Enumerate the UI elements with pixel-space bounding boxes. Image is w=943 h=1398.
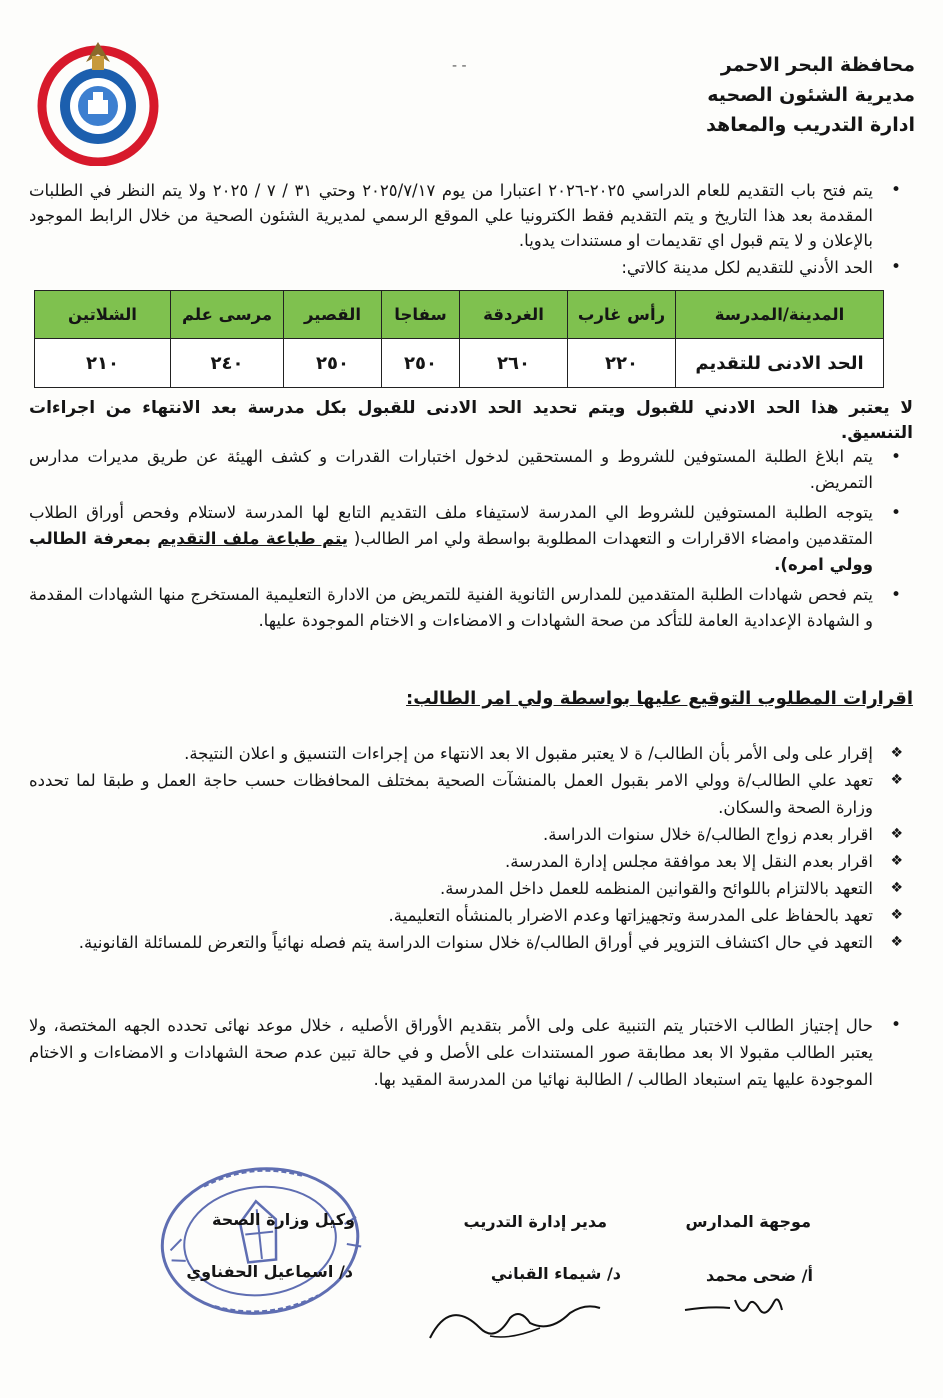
declaration-item: ❖ التعهد في حال اكتشاف التزوير في أوراق الطالب/ة خلال سنوات الدراسة يتم فصله نهائياً والتعرض للمسائلة القانونية.: [29, 929, 913, 956]
table-cell: ٢٥٠: [284, 339, 382, 388]
print-file-emphasis-tail: بمعرفة الطالب وولي امره).: [29, 529, 873, 574]
declaration-item: ❖ التعهد بالالتزام باللوائح والقوانين المنظمه للعمل داخل المدرسة.: [29, 875, 913, 902]
directorate-name: مديرية الشئون الصحيه: [707, 84, 915, 106]
signature-schools-supervisor-name: أ/ ضحى محمد: [705, 1266, 813, 1285]
declarations-heading: [29, 686, 913, 711]
declaration-item: ❖ تعهد بالحفاظ على المدرسة وتجهيزاتها وعدم الاضرار بالمنشأه التعليمية.: [29, 902, 913, 929]
table-row: [35, 339, 884, 388]
intro-paragraph-2: • الحد الأدني للتقديم لكل مدينة كالاتي:: [29, 255, 913, 280]
signature-training-director-title: مدير إدارة التدريب: [463, 1212, 607, 1231]
header-marks: - -: [452, 58, 467, 74]
handwritten-signature: [680, 1288, 790, 1328]
process-bullet-2: [29, 500, 913, 578]
governorate-name: محافظة البحر الاحمر: [720, 54, 915, 76]
signature-deputy-minister-name: د/ اسماعيل الحفناوي: [186, 1262, 353, 1281]
handwritten-signature: [420, 1288, 620, 1348]
signature-deputy-minister-title: وكيل وزارة الصحة: [212, 1210, 355, 1229]
table-header-row: [35, 291, 884, 339]
process-bullet-2-text: يتوجه الطلبة المستوفين للشروط الي المدرسة لاستيفاء ملف التقديم التابع لها المدرسة لاستلام وفحص أوراق الطلاب المتقدمين وامضاء الاقرارات و التعهدات المطلوبة بواسطة ولي امر الطالب(: [29, 503, 873, 548]
process-bullet-1: • يتم ابلاغ الطلبة المستوفين للشروط و المستحقين لدخول اختبارات القدرات و كشف الهيئة عن طريق مديرات مدارس التمريض.: [29, 444, 913, 496]
final-section: [29, 1012, 913, 1093]
minimum-note: لا يعتبر هذا الحد الادني للقبول ويتم تحديد الحد الادنى للقبول بكل مدرسة بعد الانتهاء من اجراءات التنسيق.: [29, 398, 913, 443]
table-cell: ٢٥٠: [382, 339, 460, 388]
table-header-cell: سفاجا: [382, 291, 460, 339]
intro-paragraph-1: • يتم فتح باب التقديم للعام الدراسي ٢٠٢٥-٢٠٢٦ اعتبارا من يوم ٢٠٢٥/٧/١٧ وحتي ٣١ / ٧ / ٢٠٢٥ ولا يتم النظر في الطلبات المقدمة بعد هذا التاريخ و يتم التقديم فقط الكترونيا علي الموقع الرسمي لمديرية الشئون الصحية من خلال الرابط الموجود بالإعلان و لا يتم قبول اي تقديمات او مستندات يدويا.: [29, 178, 913, 253]
document-header: [535, 50, 915, 140]
table-cell: ٢٤٠: [171, 339, 284, 388]
table-header-cell: مرسى علم: [171, 291, 284, 339]
table-cell: ٢١٠: [35, 339, 171, 388]
table-header-cell: الغردقة: [460, 291, 568, 339]
declaration-item: ❖ اقرار بعدم زواج الطالب/ة خلال سنوات الدراسة.: [29, 821, 913, 848]
minimum-scores-table: [34, 290, 884, 388]
table-header-cell: رأس غارب: [568, 291, 676, 339]
table-header-cell: القصير: [284, 291, 382, 339]
declaration-item: ❖ تعهد علي الطالب/ة وولي الامر بقبول العمل بالمنشآت الصحية بمختلف المحافظات حسب حاجة العمل و طبقا لما تحدده وزارة الصحة والسكان.: [29, 767, 913, 821]
signature-schools-supervisor-title: موجهة المدارس: [685, 1212, 811, 1231]
process-section: [29, 444, 913, 634]
process-bullet-3: • يتم فحص شهادات الطلبة المتقدمين للمدارس الثانوية الفنية للتمريض من الادارة التعليمية المستخرج منها الشهادات المقدمة و الشهادة الإعدادية العامة للتأكد من صحة الشهادات و الامضاءات و الاختام الموجودة عليها.: [29, 582, 913, 634]
ministry-logo: [32, 34, 164, 166]
declaration-item: ❖ إقرار على ولى الأمر بأن الطالب/ ة لا يعتبر مقبول الا بعد الانتهاء من إجراءات التنسيق و اعلان النتيجة.: [29, 740, 913, 767]
table-header-cell: المدينة/المدرسة: [676, 291, 884, 339]
declarations-heading-text: اقرارات المطلوب التوقيع عليها بواسطة ولي امر الطالب:: [406, 688, 913, 709]
table-cell: ٢٦٠: [460, 339, 568, 388]
table-header-cell: الشلاتين: [35, 291, 171, 339]
table-cell: الحد الادنى للتقديم: [676, 339, 884, 388]
declaration-item: ❖ اقرار بعدم النقل إلا بعد موافقة مجلس إدارة المدرسة.: [29, 848, 913, 875]
signature-training-director-name: د/ شيماء القباني: [490, 1264, 621, 1283]
intro-section: [29, 178, 913, 280]
table-cell: ٢٢٠: [568, 339, 676, 388]
official-stamp: [150, 1160, 390, 1320]
print-file-emphasis: يتم طباعة ملف التقديم: [157, 529, 348, 548]
declarations-list: [29, 740, 913, 956]
final-paragraph: • حال إجتياز الطالب الاختبار يتم التنبية على ولى الأمر بتقديم الأوراق الأصليه ، خلال موعد نهائى تحدده الجهه المختصة، ولا يعتبر الطالب مقبولا الا بعد مطابقة صور المستندات على الأصل و في حالة تبين عدم صحة الشهادات و الامضاءات و الاختام الموجودة عليها يتم استبعاد الطالب / الطالبة نهائيا من المدرسة المقيد بها.: [29, 1012, 913, 1093]
department-name: ادارة التدريب والمعاهد: [706, 114, 915, 136]
